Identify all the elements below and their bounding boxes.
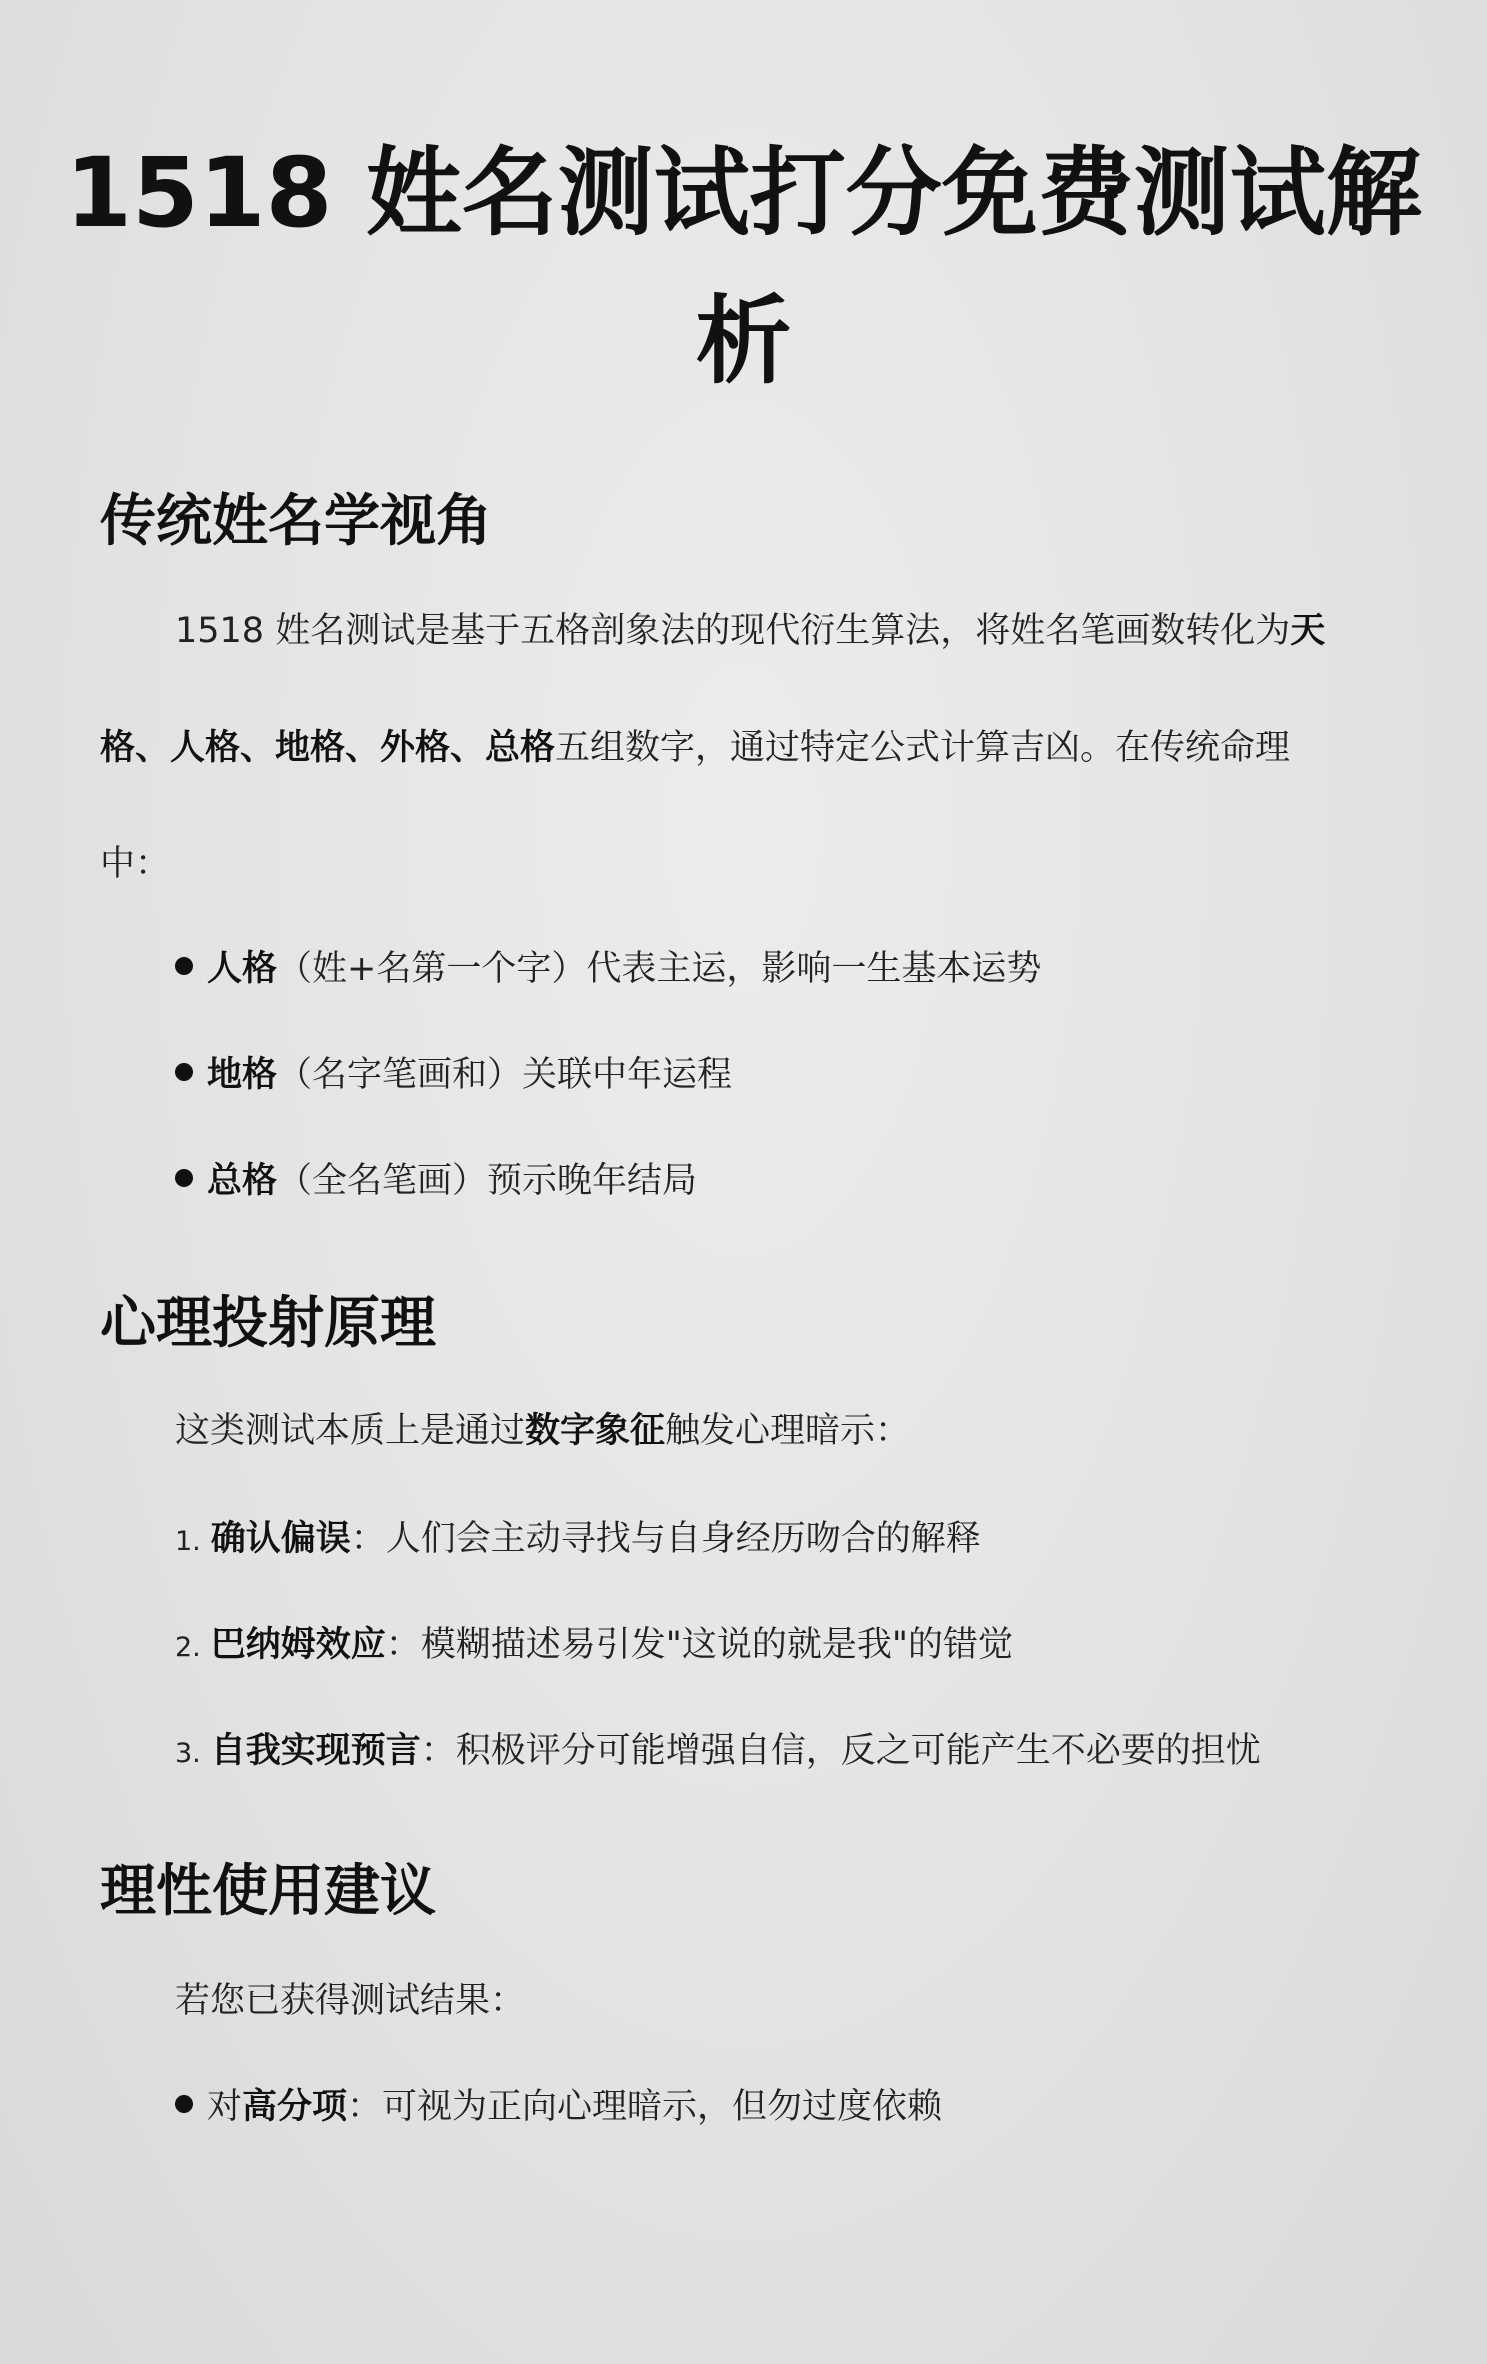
list-item: 地格（名字笔画和）关联中年运程 — [175, 1058, 732, 1093]
paragraph-line: 这类测试本质上是通过数字象征触发心理暗示： — [175, 1411, 911, 1451]
bullet-icon — [175, 957, 193, 975]
document-title-line2: 析 — [695, 285, 792, 397]
list-item: 人格（姓+名第一个字）代表主运，影响一生基本运势 — [175, 952, 1041, 987]
list-item: 1. 确认偏误：人们会主动寻找与自身经历吻合的解释 — [175, 1519, 981, 1559]
paragraph-line: 1518 姓名测试是基于五格剖象法的现代衍生算法，将姓名笔画数转化为天 — [175, 611, 1326, 651]
section-heading-psychology: 心理投射原理 — [100, 1291, 436, 1356]
bullet-icon — [175, 2095, 193, 2113]
list-item: 总格（全名笔画）预示晚年结局 — [175, 1164, 697, 1199]
paragraph-line: 中： — [100, 844, 171, 884]
list-item: 2. 巴纳姆效应：模糊描述易引发"这说的就是我"的错觉 — [175, 1625, 1013, 1665]
section-heading-traditional: 传统姓名学视角 — [100, 489, 492, 554]
bullet-icon — [175, 1169, 193, 1187]
paragraph-line: 格、人格、地格、外格、总格五组数字，通过特定公式计算吉凶。在传统命理 — [100, 728, 1291, 768]
bullet-icon — [175, 1063, 193, 1081]
paragraph-line: 若您已获得测试结果： — [175, 1981, 526, 2021]
section-heading-advice: 理性使用建议 — [100, 1859, 436, 1924]
list-item: 对高分项：可视为正向心理暗示，但勿过度依赖 — [175, 2090, 942, 2125]
document-title-line1: 1518 姓名测试打分免费测试解 — [65, 137, 1422, 249]
list-item: 3. 自我实现预言：积极评分可能增强自信，反之可能产生不必要的担忧 — [175, 1731, 1261, 1771]
